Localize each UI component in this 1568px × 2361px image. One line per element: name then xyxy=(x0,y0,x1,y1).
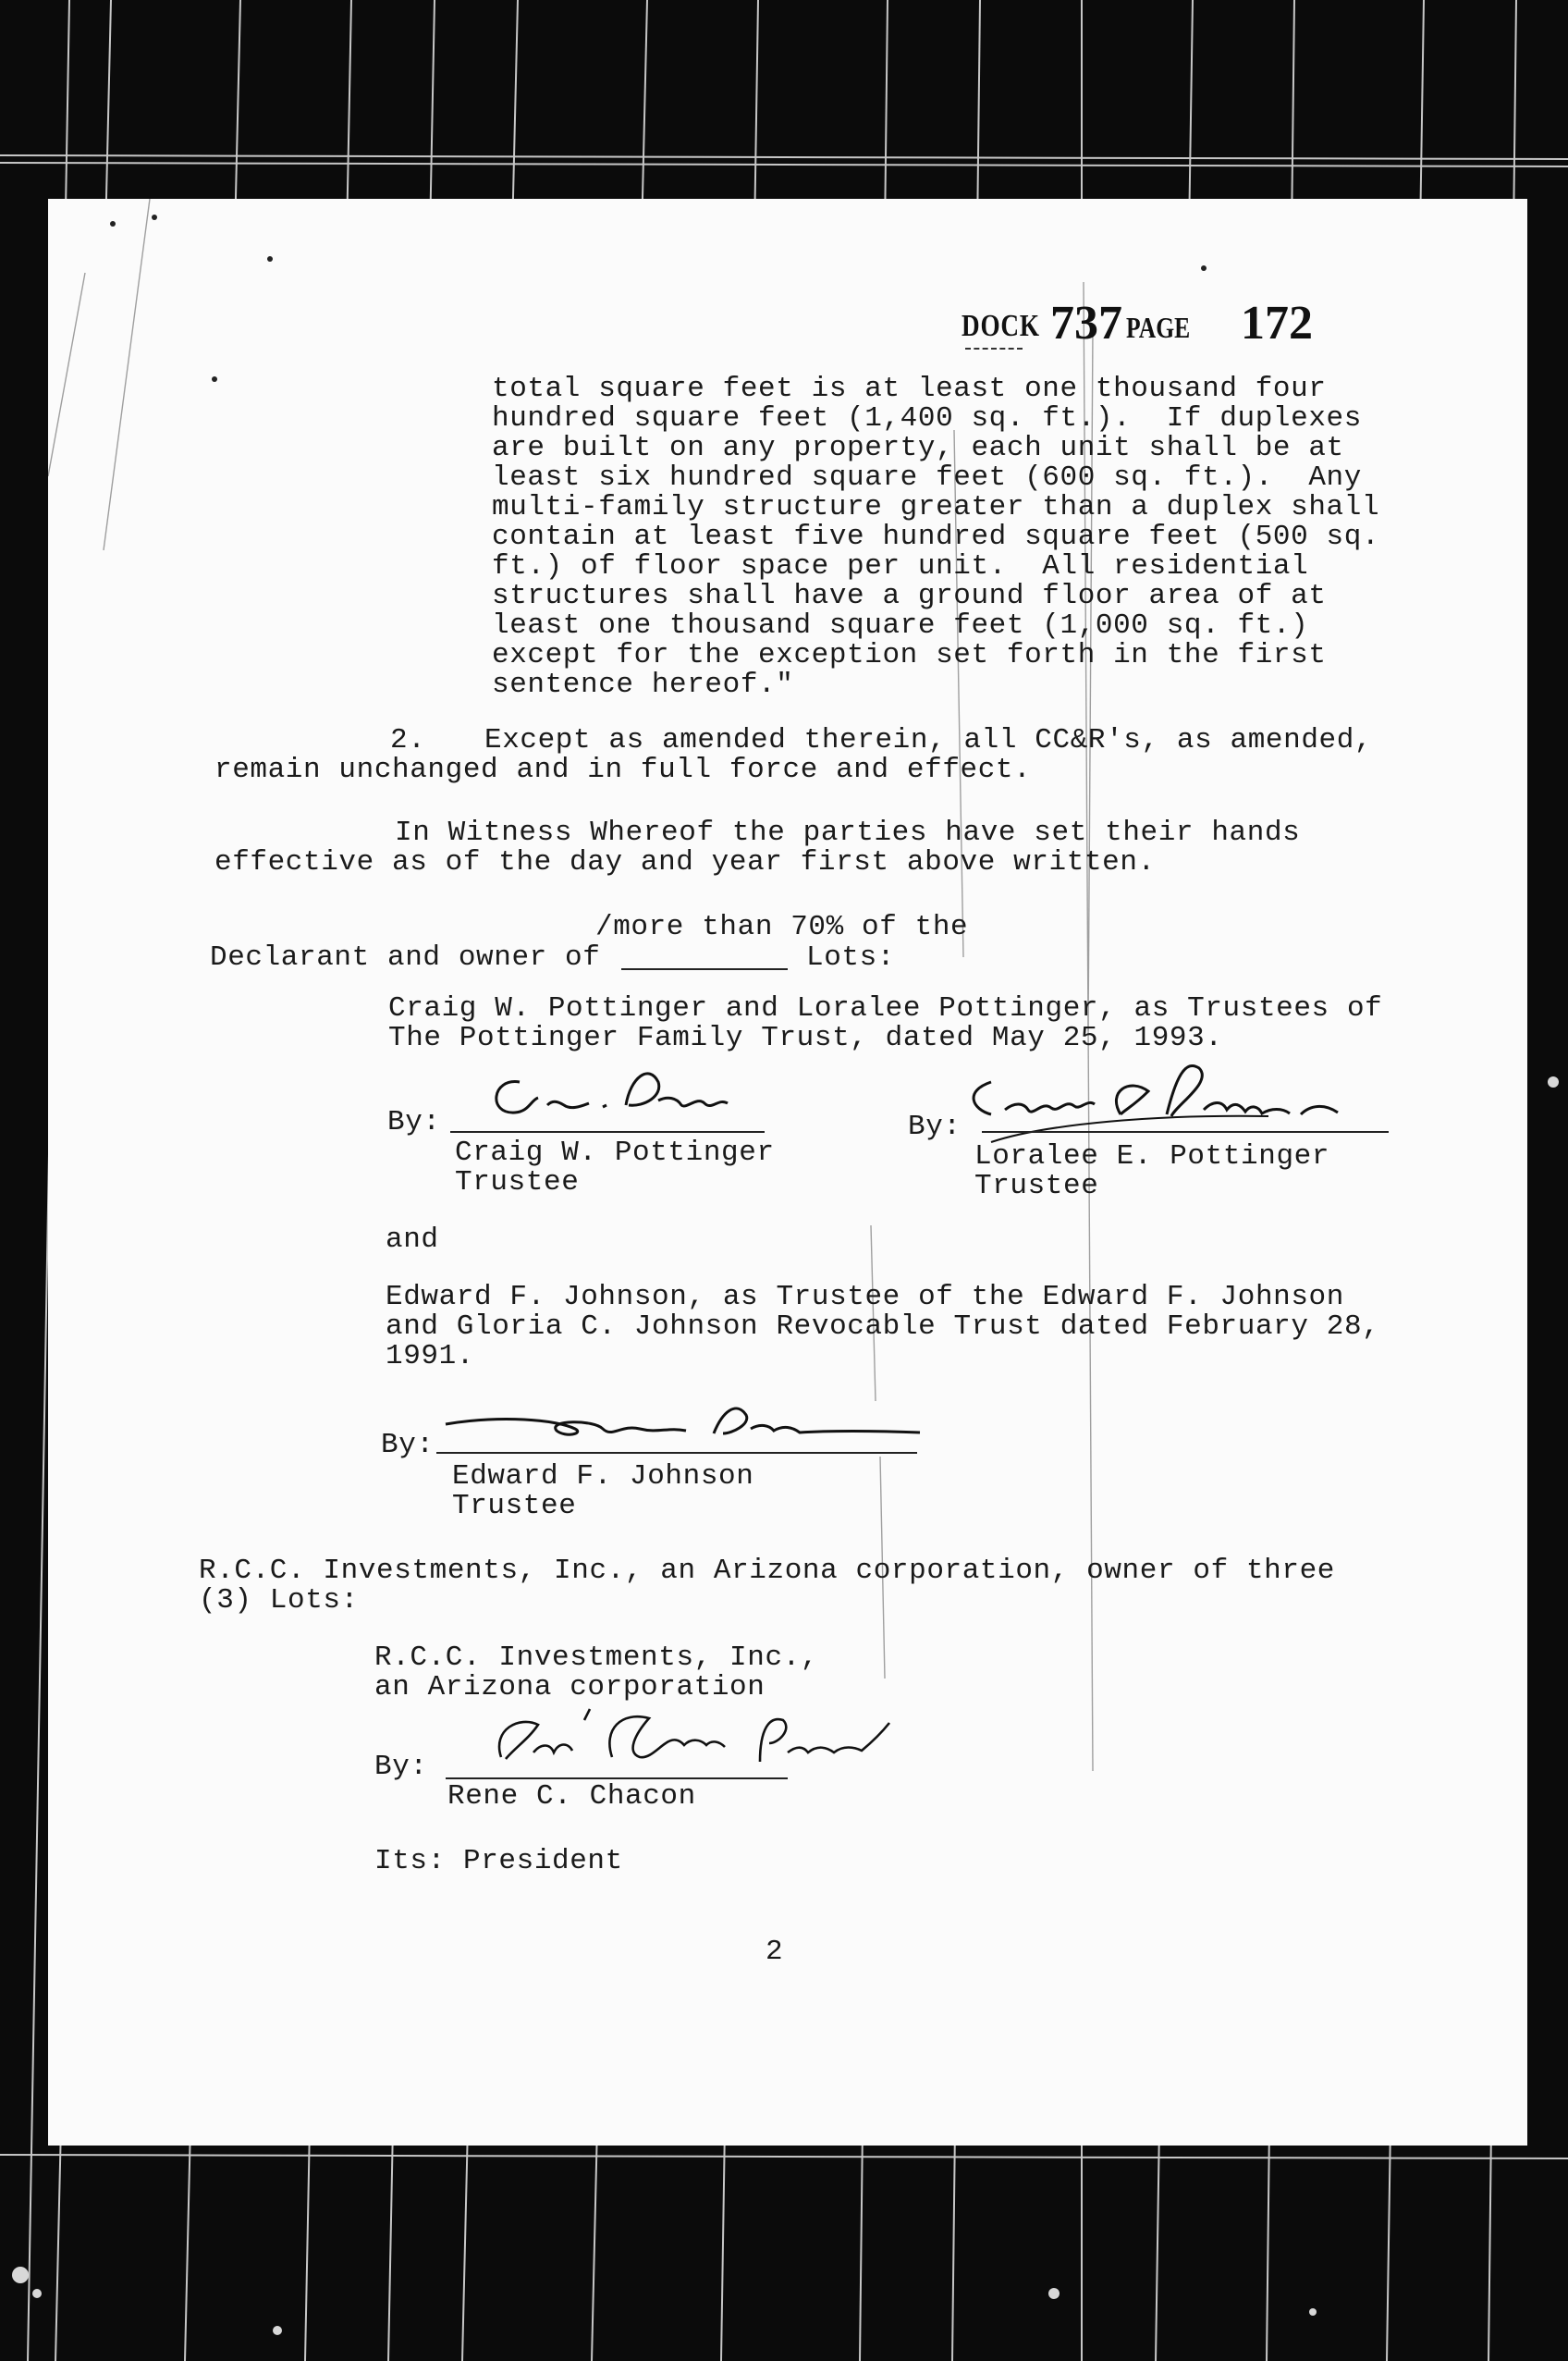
paragraph-line: hundred square feet (1,400 sq. ft.). If duplexes xyxy=(492,402,1362,435)
craig-signature-image xyxy=(464,1059,834,1133)
paragraph-line: least six hundred square feet (600 sq. ft.). Any xyxy=(492,461,1362,494)
paragraph-line: least one thousand square feet (1,000 sq. ft.) xyxy=(492,609,1309,642)
rene-signature-image xyxy=(464,1702,982,1785)
rcc-intro-line1: R.C.C. Investments, Inc., an Arizona corporation, owner of three xyxy=(199,1555,1335,1587)
rene-name: Rene C. Chacon xyxy=(447,1780,696,1813)
page-number: 172 xyxy=(1241,297,1313,350)
rcc-intro-line2: (3) Lots: xyxy=(199,1584,359,1617)
declarant-blank-line xyxy=(621,968,788,970)
loralee-name: Loralee E. Pottinger xyxy=(974,1140,1330,1173)
loralee-by-label: By: xyxy=(908,1111,962,1143)
page-footer-number: 2 xyxy=(766,1936,784,1968)
rene-by-label: By: xyxy=(374,1751,428,1783)
declarant-insert: /more than 70% of the xyxy=(595,911,969,943)
edward-title: Trustee xyxy=(452,1490,577,1522)
rcc-block-line2: an Arizona corporation xyxy=(374,1671,766,1703)
loralee-signature-line xyxy=(982,1131,1389,1133)
section-number: 2. xyxy=(390,724,426,756)
witness-line1: In Witness Whereof the parties have set their hands xyxy=(395,817,1301,849)
edward-signature-image xyxy=(427,1392,926,1457)
paragraph-line: are built on any property, each unit shall be at xyxy=(492,432,1344,464)
pottinger-trust-line1: Craig W. Pottinger and Loralee Pottinger, as Trustees of xyxy=(388,992,1383,1025)
and-connector: and xyxy=(386,1224,439,1256)
edward-name: Edward F. Johnson xyxy=(452,1460,754,1493)
paragraph-line: contain at least five hundred square feet (500 sq. xyxy=(492,521,1380,553)
paragraph-line: except for the exception set forth in the first xyxy=(492,639,1327,671)
document-page xyxy=(48,199,1527,2146)
johnson-trust-line1: Edward F. Johnson, as Trustee of the Edward F. Johnson xyxy=(386,1281,1344,1313)
section2-line2: remain unchanged and in full force and effect. xyxy=(214,754,1032,786)
declarant-prefix: Declarant and owner of xyxy=(210,941,601,974)
declarant-suffix: Lots: xyxy=(806,941,896,974)
paragraph-line: total square feet is at least one thousand four xyxy=(492,373,1327,405)
page-label: PAGE xyxy=(1126,311,1191,344)
continued-paragraph xyxy=(492,375,1379,700)
header-underline xyxy=(965,348,1023,350)
johnson-trust-line2: and Gloria C. Johnson Revocable Trust dated February 28, xyxy=(386,1310,1380,1343)
craig-name: Craig W. Pottinger xyxy=(455,1137,775,1169)
witness-line2: effective as of the day and year first above written. xyxy=(214,846,1156,879)
edward-signature-line xyxy=(436,1452,917,1454)
loralee-title: Trustee xyxy=(974,1170,1099,1202)
craig-signature-line xyxy=(450,1131,765,1133)
recording-header xyxy=(962,296,1442,361)
rene-signature-line xyxy=(446,1777,788,1779)
rcc-block-line1: R.C.C. Investments, Inc., xyxy=(374,1642,819,1674)
rene-its-line: Its: President xyxy=(374,1845,623,1877)
paragraph-line: structures shall have a ground floor area of at xyxy=(492,580,1327,612)
craig-by-label: By: xyxy=(387,1106,441,1138)
book-number: 737 xyxy=(1050,297,1122,350)
craig-title: Trustee xyxy=(455,1166,580,1199)
section2-line1: Except as amended therein, all CC&R's, as amended, xyxy=(484,724,1373,756)
edward-by-label: By: xyxy=(381,1429,435,1461)
paragraph-line: ft.) of floor space per unit. All residential xyxy=(492,550,1309,583)
book-label: DOCK xyxy=(962,309,1040,343)
pottinger-trust-line2: The Pottinger Family Trust, dated May 25, 1993. xyxy=(388,1022,1223,1054)
johnson-trust-line3: 1991. xyxy=(386,1340,475,1372)
paragraph-line: sentence hereof." xyxy=(492,669,794,701)
paragraph-line: multi-family structure greater than a duplex shall xyxy=(492,491,1380,523)
